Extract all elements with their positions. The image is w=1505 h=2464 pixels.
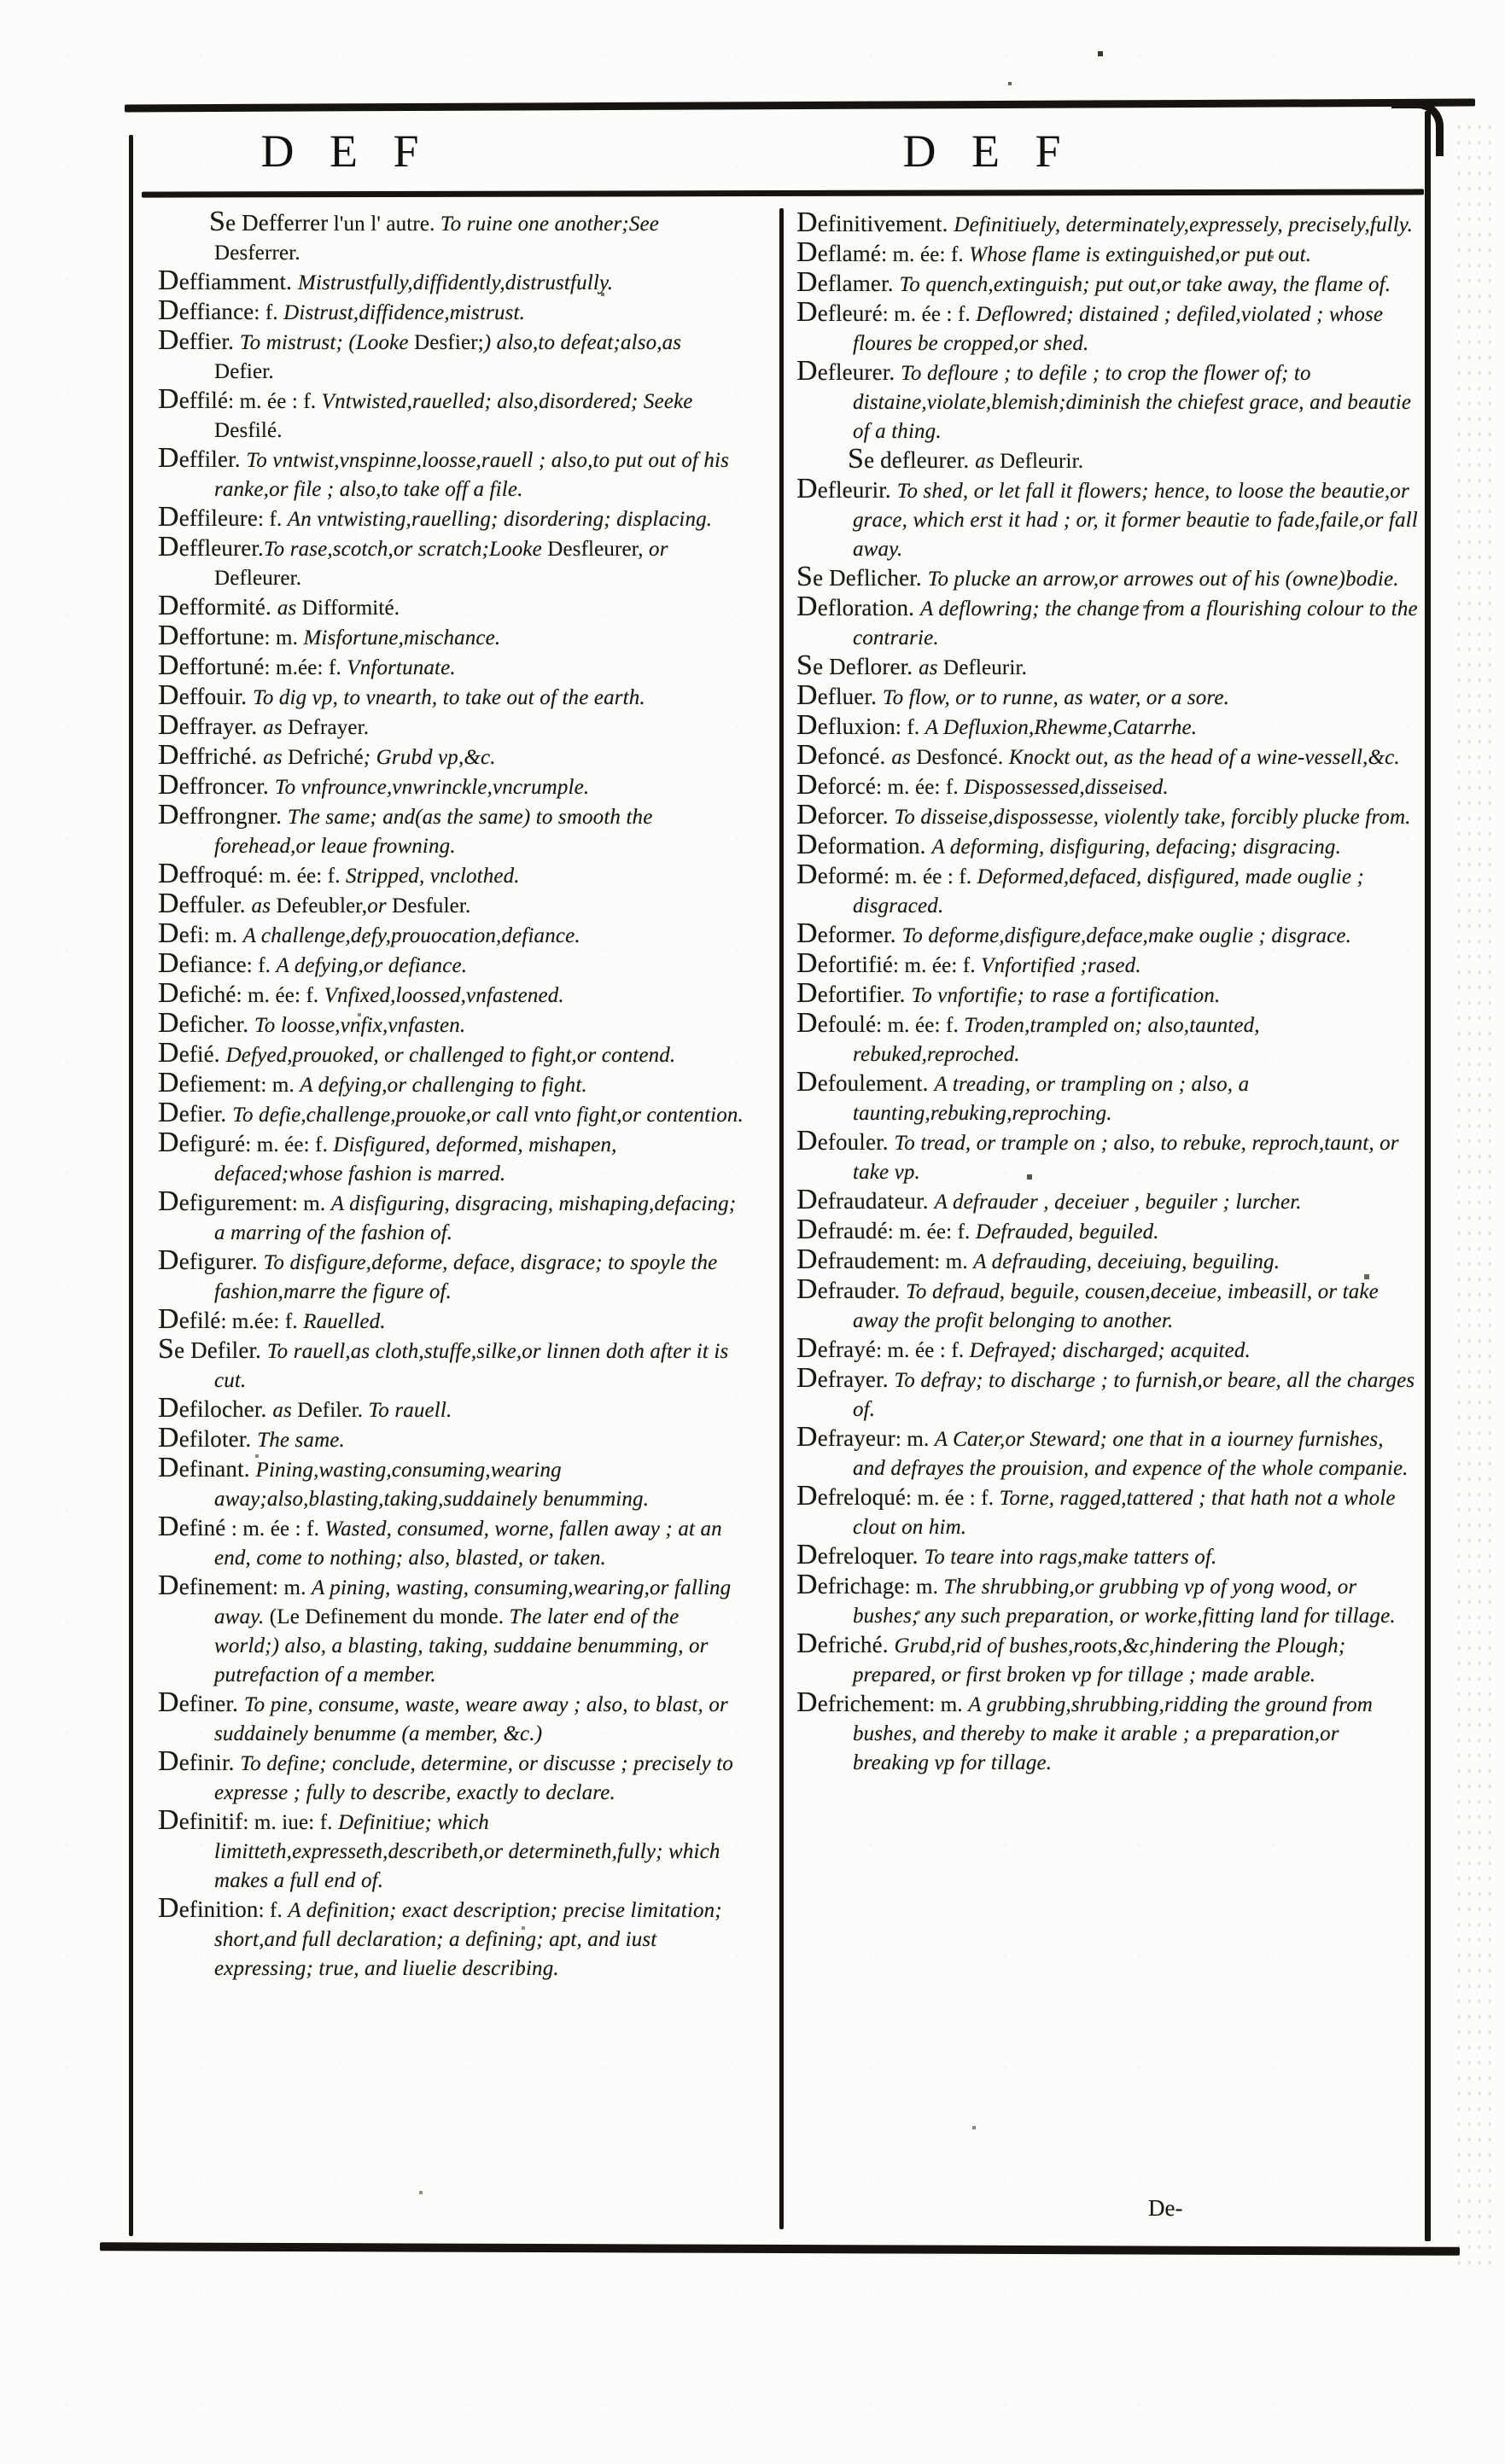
headword: Defloration.: [796, 591, 920, 622]
roman-text: : m.: [929, 1693, 969, 1716]
dictionary-entry: [158, 1392, 744, 1426]
dictionary-entry: [158, 1244, 744, 1308]
roman-text: : m.: [260, 1074, 300, 1097]
dictionary-entry: [796, 709, 1419, 743]
dictionary-entry: [158, 1745, 744, 1809]
gloss-text: as: [975, 450, 1000, 473]
headword: Deformé: [796, 859, 884, 890]
dictionary-entry: [796, 236, 1419, 271]
headword: Definitif: [158, 1804, 243, 1836]
headword: Se Defferrer: [209, 206, 329, 237]
dictionary-entry: [796, 1332, 1419, 1366]
roman-text: : m.: [895, 1428, 935, 1451]
headword: Deffrongner.: [158, 799, 288, 830]
gloss-text: Stripped, vnclothed.: [346, 865, 520, 888]
top-right-corner: [1391, 101, 1444, 156]
roman-text: Defleurir.: [943, 656, 1027, 679]
gloss-text: To define; conclude, determine, or discusse ; precisely to expresse ; fully to describe, exactly to declare.: [214, 1752, 733, 1804]
dictionary-entry: [796, 561, 1419, 595]
headword: Deforcé: [796, 769, 877, 801]
gloss-text: To plucke an arrow,or arrowes out of his (owne)bodie.: [927, 568, 1399, 591]
headword: Defoncé.: [796, 739, 892, 771]
headword: Defreloqué: [796, 1480, 907, 1512]
headword: Se Defiler.: [158, 1333, 267, 1365]
running-header-left: D E F: [260, 125, 431, 177]
gloss-text: Rauelled.: [303, 1310, 386, 1333]
dictionary-entry: [796, 296, 1419, 359]
dictionary-entry: [158, 1037, 744, 1071]
dictionary-entry: [796, 977, 1419, 1011]
headword: Defoulé: [796, 1007, 877, 1039]
headword: Defiguré: [158, 1127, 246, 1158]
gloss-text: Grubd,rid of bushes,roots,&c,hindering the Plough; prepared, or first broken vp for tillage ; made arable.: [853, 1634, 1346, 1686]
roman-text: Desfuler.: [392, 894, 471, 917]
headword: Defrichement: [796, 1686, 930, 1718]
headword: Defreloquer.: [796, 1539, 925, 1570]
roman-text: Desfoncé.: [916, 746, 1009, 769]
gloss-text: To deforme,disfigure,deface,make ouglie ; disgrace.: [901, 924, 1352, 947]
roman-text: : m. ée : f.: [906, 1487, 1000, 1510]
gloss-text: To ruine one another;See: [440, 213, 660, 236]
headword: Definé: [158, 1511, 226, 1542]
dictionary-entry: [158, 324, 744, 387]
gloss-text: ; Grubd vp,&c.: [363, 746, 496, 769]
gloss-text: Vnfortunate.: [347, 656, 456, 679]
gloss-text: Vnfortified ;rased.: [981, 954, 1141, 977]
gloss-text: To rauell.: [368, 1399, 452, 1422]
headword: Defrauder.: [796, 1273, 907, 1305]
gloss-text: A defying,or defiance.: [276, 954, 468, 977]
dictionary-entry: [796, 1480, 1419, 1543]
headword: Deffier.: [158, 324, 240, 356]
roman-text: Defiler.: [297, 1399, 369, 1422]
gloss-text: To rauell,as cloth,stuffe,silke,or linnen doth after it is cut.: [214, 1340, 729, 1392]
roman-text: : m.: [264, 626, 304, 649]
gloss-text: To vnfrounce,vnwrinckle,vncrumple.: [274, 776, 590, 799]
gloss-text: Wasted, consumed, worne, fallen away ; at an end, come to nothing; also, blasted, or taken.: [214, 1517, 722, 1570]
dictionary-entry: [158, 1422, 744, 1456]
headword: Deffriché.: [158, 739, 264, 771]
gloss-text: A Cater,or Steward; one that in a iourney furnishes, and defrayes the prouision, and expence of the whole companie.: [853, 1428, 1409, 1480]
dictionary-entry: [158, 265, 744, 299]
column-divider: [779, 208, 784, 2229]
gloss-text: To dig vp, to vnearth, to take out of the earth.: [253, 686, 645, 709]
dictionary-entry: [158, 1511, 744, 1574]
roman-text: : m.ée: f.: [264, 656, 347, 679]
gloss-text: A treading, or trampling on ; also, a taunting,rebuking,reproching.: [853, 1073, 1250, 1125]
headword: Defrayer.: [796, 1362, 895, 1394]
headword: Deflamer.: [796, 266, 900, 298]
gloss-text: To disfigure,deforme, deface, disgrace; to spoyle the fashion,marre the figure of.: [214, 1251, 718, 1303]
gloss-text: as: [272, 1399, 298, 1422]
gloss-text: To teare into rags,make tatters of.: [924, 1546, 1217, 1569]
headword: Defortifier.: [796, 977, 912, 1009]
gloss-text: Defyed,prouoked, or challenged to fight,or contend.: [225, 1044, 676, 1067]
dictionary-entry: [158, 1303, 744, 1337]
roman-text: : f.: [895, 716, 925, 739]
dictionary-entry: [796, 769, 1419, 803]
headword: Deffileure: [158, 501, 259, 533]
dictionary-entry: [158, 620, 744, 654]
dictionary-entry: [158, 1127, 744, 1190]
dictionary-entry: [796, 679, 1419, 714]
roman-text: : m.: [904, 1576, 944, 1599]
roman-text: Defeubler,: [276, 894, 368, 917]
roman-text: : f.: [258, 508, 288, 531]
roman-text: : m. ée : f.: [876, 1339, 970, 1362]
roman-text: Difformité.: [301, 597, 400, 620]
dictionary-entry: [796, 1539, 1419, 1573]
headword: Deforcer.: [796, 799, 895, 830]
dictionary-entry: [158, 1892, 744, 1984]
dictionary-entry: [158, 947, 744, 982]
headword: Defleuré: [796, 296, 883, 328]
dictionary-entry: [796, 1244, 1419, 1278]
gloss-text: Pining,wasting,consuming,wearing away;also,blasting,taking,suddainely benumming.: [214, 1459, 650, 1511]
roman-text: : m. ée : f.: [225, 1517, 325, 1541]
gloss-text: To defraud, beguile, cousen,deceiue, imbeasill, or take away the profit belonging to another.: [853, 1280, 1379, 1332]
gloss-text: as: [891, 746, 917, 769]
left-column: [158, 206, 744, 1984]
gloss-text: To rase,scotch,or scratch;Looke: [263, 538, 548, 561]
headword: Deffiamment.: [158, 265, 298, 296]
roman-text: l'un l' autre.: [328, 213, 440, 236]
gloss-text: A defying,or challenging to fight.: [300, 1074, 587, 1097]
gloss-text: The later end of the world;) also, a blasting, taking, suddaine benumming, or putrefaction of a member.: [214, 1605, 709, 1686]
dictionary-entry: [158, 649, 744, 684]
gloss-text: To loosse,vnfix,vnfasten.: [254, 1014, 466, 1037]
gloss-text: Torne, ragged,tattered ; that hath not a whole clout on him.: [853, 1487, 1396, 1539]
headword: Defraudé: [796, 1214, 888, 1245]
dictionary-entry: [158, 1452, 744, 1515]
headword: Defrichage: [796, 1569, 905, 1600]
gloss-text: The same.: [257, 1429, 345, 1452]
headword: Defigurer.: [158, 1244, 264, 1276]
headword: Defiché: [158, 977, 236, 1009]
headword: Defformité.: [158, 590, 277, 621]
headword: Definir.: [158, 1745, 241, 1777]
headword: Definitivement.: [796, 207, 954, 238]
dictionary-entry: [158, 1007, 744, 1041]
headword: Deffuler.: [158, 888, 252, 919]
headword: Defleurir.: [796, 473, 897, 504]
gloss-text: To quench,extinguish; put out,or take away, the flame of.: [899, 273, 1391, 296]
headword: Deffrayer.: [158, 709, 264, 741]
roman-text: : f.: [246, 954, 277, 977]
headword: Se Deflicher.: [796, 561, 928, 592]
scan-specks: [0, 0, 2, 2]
headword: Deffroqué: [158, 858, 258, 889]
dictionary-entry: [796, 917, 1419, 952]
gloss-text: To pine, consume, waste, weare away ; also, to blast, or suddainely benumme (a member, &c.): [214, 1693, 728, 1745]
dictionary-entry: [158, 1570, 744, 1691]
gloss-text: To shed, or let fall it flowers; hence, to loose the beautie,or grace, which erst it had ; or, it former beautie to fade,faile,or fall away.: [853, 480, 1418, 561]
headword: Se Deflorer.: [796, 649, 919, 681]
scan-noise-right-margin: [1454, 119, 1498, 2270]
dictionary-entry: [796, 859, 1419, 922]
headword: Defleurer.: [796, 355, 901, 387]
headword: Defluxion: [796, 709, 895, 741]
gloss-text: Troden,trampled on; also,taunted, rebuked,reproched.: [853, 1014, 1260, 1066]
headword: Defié.: [158, 1037, 226, 1069]
headword: Defiloter.: [158, 1422, 258, 1453]
gloss-text: To defray; to discharge ; to furnish,or beare, all the charges of.: [853, 1369, 1415, 1421]
gloss-text: Misfortune,mischance.: [303, 626, 501, 649]
gloss-text: as: [919, 656, 943, 679]
roman-text: Desfleurer,: [547, 538, 644, 561]
roman-text: : m. ée: f.: [245, 1133, 334, 1156]
dictionary-entry: [796, 739, 1419, 773]
gloss-text: Dispossessed,disseised.: [964, 776, 1169, 799]
roman-text: : m.: [934, 1250, 974, 1273]
gloss-text: Mistrustfully,diffidently,distrustfully.: [297, 271, 614, 294]
dictionary-entry: [158, 709, 744, 743]
headword: Deficher.: [158, 1007, 255, 1039]
headword: Deffleurer.: [158, 531, 264, 562]
dictionary-entry: [796, 591, 1419, 654]
headword: Deffiler.: [158, 442, 247, 474]
gloss-text: or: [643, 538, 668, 561]
dictionary-entry: [158, 1067, 744, 1101]
gloss-text: Disfigured, deformed, mishapen, defaced;whose fashion is marred.: [214, 1133, 617, 1185]
gloss-text: as: [263, 746, 289, 769]
gloss-text: Knockt out, as the head of a wine-vessell,&c.: [1008, 746, 1400, 769]
roman-text: : m.ée: f.: [220, 1310, 304, 1333]
roman-text: : m.: [291, 1192, 331, 1215]
roman-text: Defrayer.: [288, 716, 370, 739]
dictionary-entry: [158, 1686, 744, 1750]
headword: Defluer.: [796, 679, 883, 711]
left-border: [129, 135, 133, 2236]
dictionary-entry: [158, 383, 744, 446]
roman-text: : m. ée: f.: [876, 776, 965, 799]
gloss-text: To vntwist,vnspinne,loosse,rauell ; also,to put out of his ranke,or file ; also,to take off a file.: [214, 449, 729, 501]
headword: Defortifié: [796, 947, 894, 979]
dictionary-entry: [796, 1214, 1419, 1248]
headword: Defigurement: [158, 1185, 292, 1217]
gloss-text: A deforming, disfiguring, defacing; disgracing.: [931, 836, 1341, 859]
gloss-text: as: [263, 716, 289, 739]
gloss-text: A definition; exact description; precise limitation; short,and full declaration; a defining; apt, and iust expressing; true, and liuelie describing.: [214, 1899, 722, 1980]
roman-text: : m. ée: f.: [257, 865, 347, 888]
gloss-text: To defie,challenge,prouoke,or call vnto fight,or contention.: [232, 1104, 744, 1127]
gloss-text: Deformed,defaced, disfigured, made ouglie ; disgraced.: [853, 865, 1364, 917]
headword: Definant.: [158, 1452, 256, 1483]
dictionary-entry: [796, 266, 1419, 300]
gloss-text: Whose flame is extinguished,or put out.: [969, 243, 1312, 266]
headword: Defiement: [158, 1067, 261, 1098]
headword: Deffroncer.: [158, 769, 275, 801]
dictionary-entry: [796, 443, 1419, 477]
dictionary-entry: [796, 947, 1419, 982]
dictionary-entry: [796, 1184, 1419, 1218]
gloss-text: or: [367, 894, 393, 917]
gloss-text: Vntwisted,rauelled; also,disordered; Seeke: [321, 390, 693, 413]
dictionary-entry: [158, 1804, 744, 1896]
gloss-text: Definitiuely, determinately,expressely, precisely,fully.: [954, 213, 1414, 236]
dictionary-entry: [796, 1628, 1419, 1691]
roman-text: : m. ée: f.: [887, 1220, 976, 1244]
gloss-text: The same; and(as the same) to smooth the forehead,or leaue frowning.: [214, 806, 653, 858]
headword: Defrayeur: [796, 1421, 895, 1453]
roman-text: : m. ée : f.: [884, 865, 977, 888]
gloss-text: A defrauding, deceiuing, beguiling.: [973, 1250, 1280, 1273]
dictionary-entry: [158, 888, 744, 922]
headword: Definement: [158, 1570, 273, 1601]
roman-text: : m.: [203, 924, 243, 947]
headword: Defiance: [158, 947, 247, 979]
roman-text: : f.: [254, 301, 284, 324]
headword: Definer.: [158, 1686, 244, 1718]
headword: Defi: [158, 917, 204, 949]
dictionary-entry: [158, 799, 744, 862]
roman-text: Defleurir.: [1000, 450, 1084, 473]
dictionary-entry: [158, 531, 744, 594]
dictionary-entry: [796, 829, 1419, 863]
headword: Deformation.: [796, 829, 932, 860]
dictionary-entry: [796, 473, 1419, 565]
dictionary-entry: [158, 294, 744, 329]
roman-text: Desfier;: [414, 331, 484, 354]
dictionary-entry: [796, 1362, 1419, 1425]
dictionary-entry: [158, 858, 744, 892]
roman-text: : m. ée: f.: [881, 243, 970, 266]
roman-text: : m. ée : f.: [228, 390, 322, 413]
dictionary-entry: [158, 917, 744, 952]
gloss-text: Vnfixed,loossed,vnfastened.: [324, 984, 564, 1007]
gloss-text: as: [251, 894, 277, 917]
headword: Defilocher.: [158, 1392, 273, 1424]
gloss-text: To defloure ; to defile ; to crop the flower of; to distaine,violate,blemish;diminish the chiefest grace, and beautie of a thing.: [853, 362, 1412, 443]
gloss-text: A grubbing,shrubbing,ridding the ground from bushes, and thereby to make it arable ; a preparation,or breaking vp for tillage.: [853, 1693, 1373, 1774]
dictionary-entry: [158, 501, 744, 535]
gloss-text: To vnfortifie; to rase a fortification.: [911, 984, 1221, 1007]
roman-text: : m. ée: f.: [876, 1014, 965, 1037]
dictionary-entry: [158, 977, 744, 1011]
dictionary-entry: [158, 1333, 744, 1396]
headword: Deffouir.: [158, 679, 254, 711]
dictionary-entry: [796, 649, 1419, 684]
roman-text: : m. ée : f.: [882, 303, 977, 326]
dictionary-entry: [796, 1569, 1419, 1632]
gloss-text: The shrubbing,or grubbing vp of yong wood, or bushes; any such preparation, or worke,fitting land for tillage.: [853, 1576, 1396, 1628]
gloss-text: To tread, or trample on ; also, to rebuke, reproch,taunt, or take vp.: [853, 1132, 1399, 1184]
headword: Defraudateur.: [796, 1184, 935, 1215]
gloss-text: A defrauder , deceiuer , beguiler ; lurcher.: [934, 1191, 1302, 1214]
gloss-text: A deflowring; the change from a flourishing colour to the contrarie.: [853, 597, 1418, 649]
headword: Se defleurer.: [848, 443, 976, 475]
dictionary-entry: [796, 1273, 1419, 1337]
roman-text: : m.: [272, 1576, 312, 1599]
dictionary-entry: [796, 355, 1419, 447]
dictionary-entry: [158, 442, 744, 505]
gloss-text: Deflowred; distained ; defiled,violated ; whose floures be cropped,or shed.: [853, 303, 1384, 355]
roman-text: Defleurer.: [214, 567, 302, 590]
dictionary-entry: [158, 590, 744, 624]
gloss-text: Defrayed; discharged; acquited.: [969, 1339, 1251, 1362]
gloss-text: A challenge,defy,prouocation,defiance.: [242, 924, 580, 947]
catchword: De-: [1148, 2195, 1183, 2221]
dictionary-entry: [796, 799, 1419, 833]
headword: Deffiance: [158, 294, 254, 326]
gloss-text: Distrust,diffidence,mistrust.: [283, 301, 525, 324]
headword: Deflamé: [796, 236, 882, 268]
roman-text: : f.: [258, 1899, 289, 1922]
headword: Defoulement.: [796, 1066, 935, 1098]
headword: Deffilé: [158, 383, 229, 415]
dictionary-entry: [796, 1125, 1419, 1188]
roman-text: Desferrer.: [214, 242, 300, 265]
dictionary-entry: [158, 1097, 744, 1131]
gloss-text: A pining, wasting, consuming,wearing,or falling away.: [214, 1576, 732, 1628]
gloss-text: To disseise,dispossesse, violently take, forcibly plucke from.: [894, 806, 1411, 829]
gloss-text: To mistrust; (Looke: [239, 331, 415, 354]
roman-text: Defier.: [214, 360, 274, 383]
dictionary-entry: [796, 1007, 1419, 1070]
roman-text: : m. ée: f.: [893, 954, 982, 977]
headword: Defouler.: [796, 1125, 895, 1156]
right-border: [1425, 111, 1431, 2241]
gloss-text: as: [277, 597, 302, 620]
dictionary-entry: [796, 1686, 1419, 1779]
gloss-text: ) also,to defeat;also,as: [483, 331, 682, 354]
dictionary-entry: [158, 1185, 744, 1249]
dictionary-entry: [796, 1421, 1419, 1484]
gloss-text: Defrauded, beguiled.: [975, 1220, 1159, 1244]
roman-text: : m. ée: f.: [236, 984, 324, 1007]
headword: Defrayé: [796, 1332, 877, 1364]
gloss-text: A disfiguring, disgracing, mishaping,defacing; a marring of the fashion of.: [214, 1192, 737, 1244]
dictionary-entry: [158, 769, 744, 803]
dictionary-entry: [158, 739, 744, 773]
gloss-text: A Defluxion,Rhewme,Catarrhe.: [925, 716, 1198, 739]
headword: Deffortuné: [158, 649, 265, 681]
headword: Definition: [158, 1892, 259, 1924]
gloss-text: To flow, or to runne, as water, or a sore.: [882, 686, 1230, 709]
dictionary-entry: [158, 206, 744, 269]
roman-text: : m. iue: f.: [242, 1811, 339, 1834]
running-header-right: D E F: [902, 125, 1073, 177]
roman-text: Defriché: [288, 746, 364, 769]
dictionary-entry: [158, 679, 744, 714]
headword: Deformer.: [796, 917, 902, 949]
headword: Defier.: [158, 1097, 233, 1128]
right-column: [796, 207, 1419, 1779]
dictionary-entry: [796, 1066, 1419, 1129]
roman-text: Desfilé.: [214, 419, 283, 442]
gloss-text: An vntwisting,rauelling; disordering; displacing.: [287, 508, 713, 531]
roman-text: (Le Definement du monde.: [269, 1605, 510, 1628]
gloss-text: Definitiue; which limitteth,expresseth,describeth,or determineth,fully; which makes a full end of.: [214, 1811, 720, 1892]
dictionary-entry: [796, 207, 1419, 241]
headword: Deffortune: [158, 620, 265, 651]
headword: Defilé: [158, 1303, 221, 1335]
headword: Defraudement: [796, 1244, 935, 1275]
headword: Defriché.: [796, 1628, 895, 1659]
